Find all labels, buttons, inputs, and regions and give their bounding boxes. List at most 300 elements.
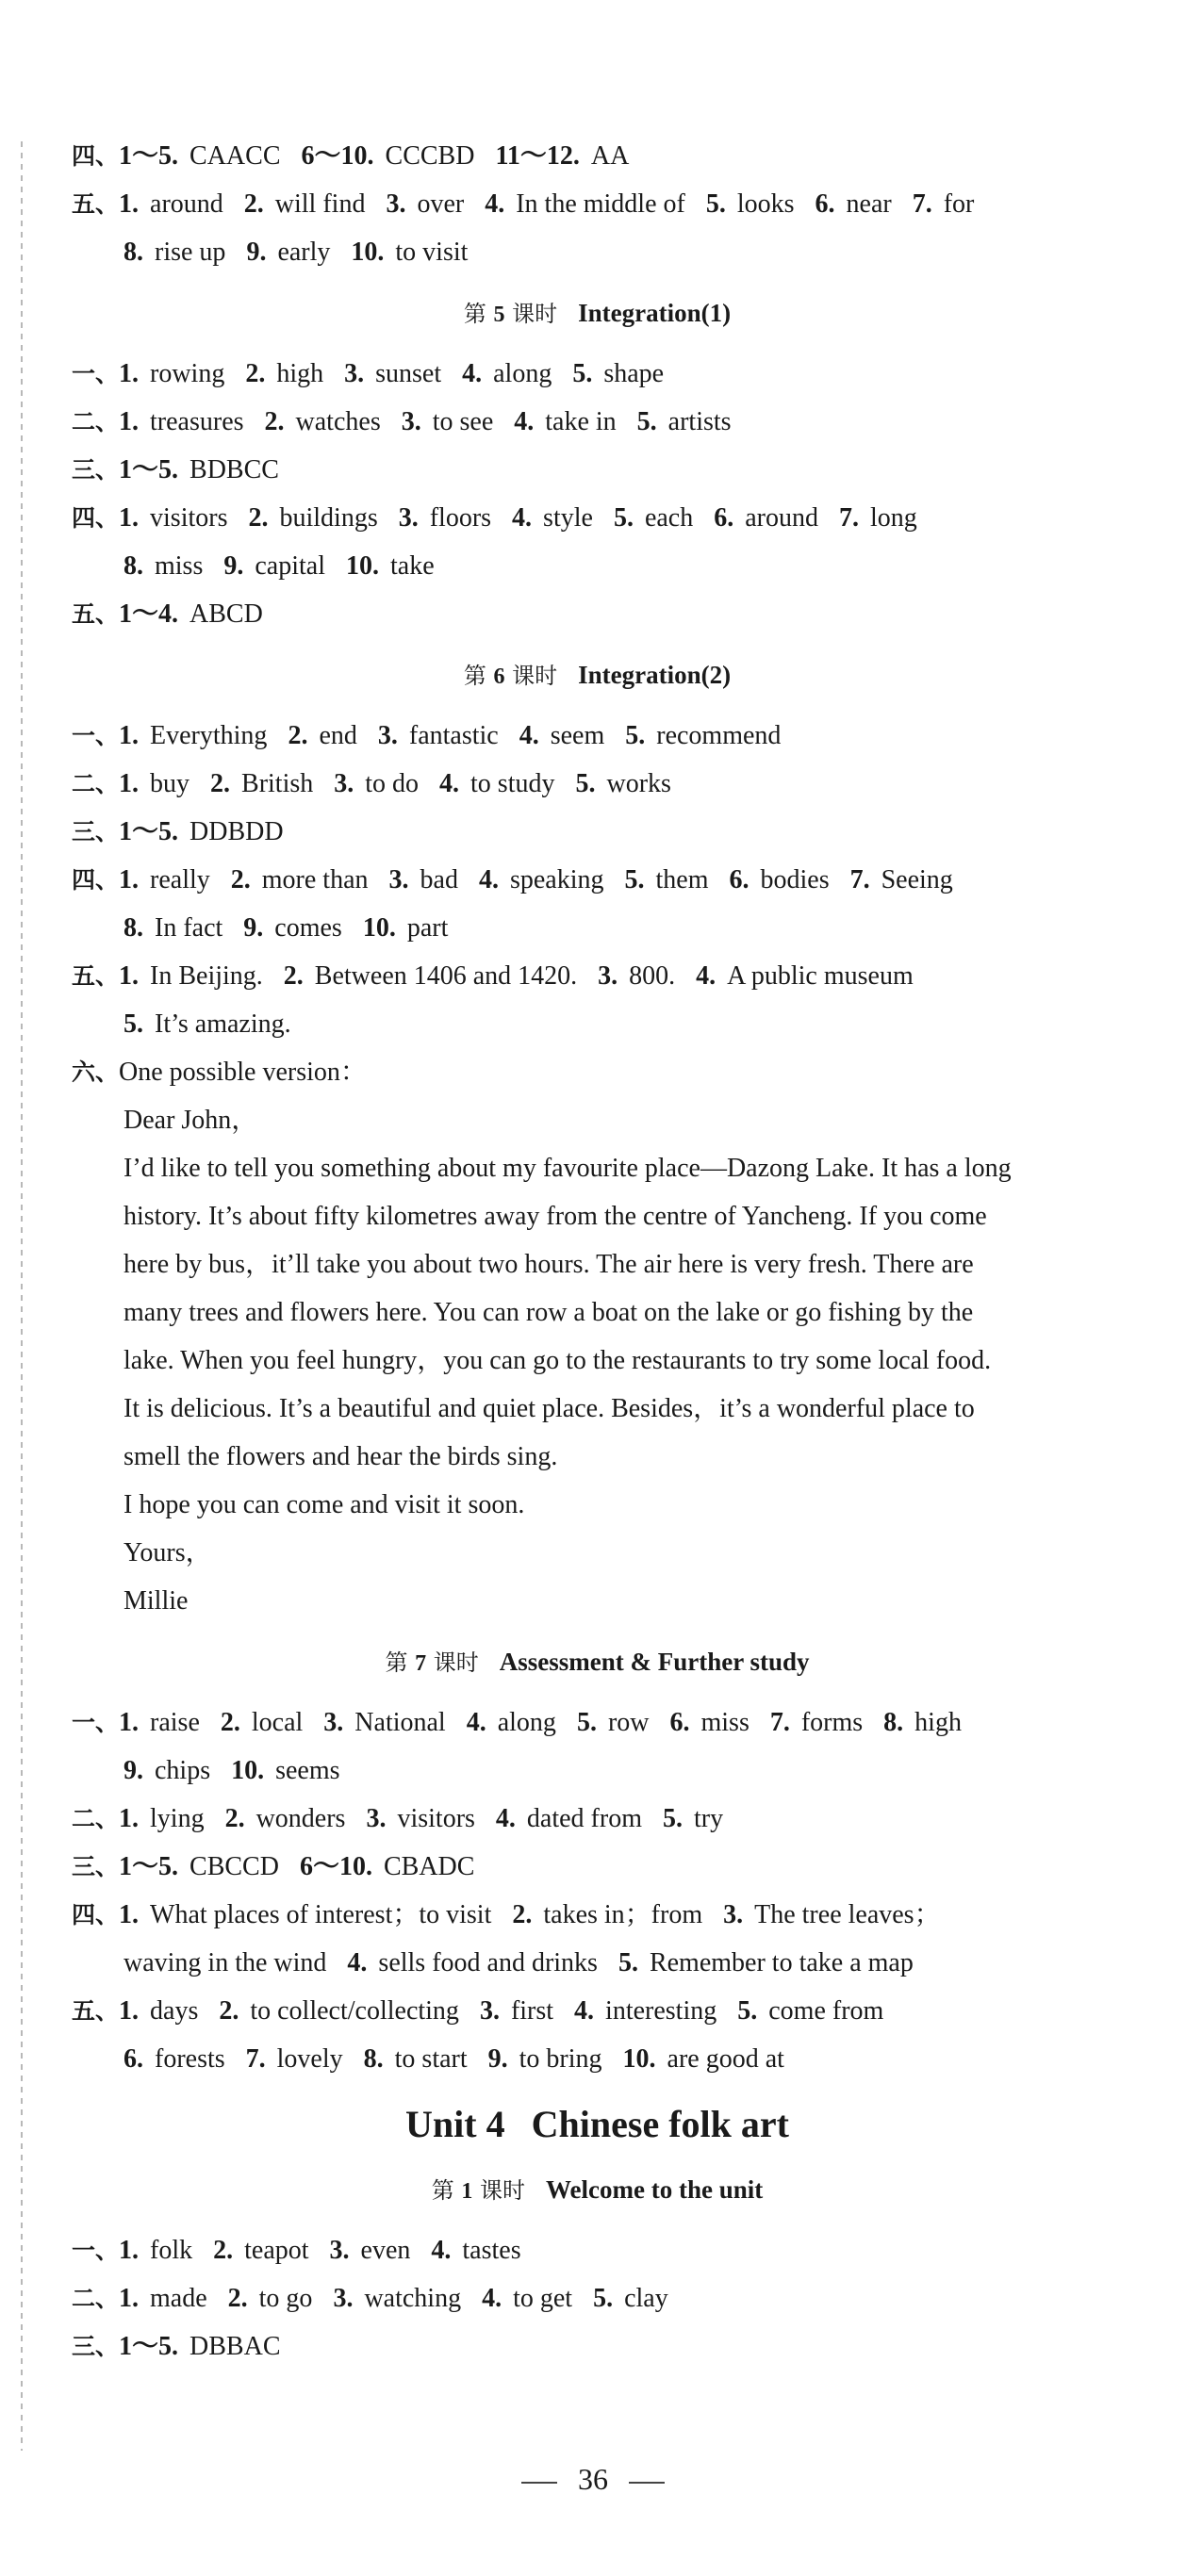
question-number: 4. — [478, 865, 499, 894]
question-number: 1. — [119, 865, 140, 894]
question-number: 5. — [636, 407, 657, 436]
section-label: 五、 — [72, 962, 120, 990]
answer-item — [246, 238, 330, 267]
question-number: 1. — [119, 359, 140, 388]
section-label: 二、 — [72, 408, 120, 435]
question-number: 10. — [351, 238, 385, 267]
section-label: 五、 — [72, 1997, 120, 2025]
question-number: 8. — [363, 2044, 384, 2074]
answer-text: bodies — [760, 865, 830, 894]
answer-text: fantastic — [408, 721, 499, 750]
answer-line — [72, 1747, 1123, 1795]
question-number: 7. — [769, 1708, 790, 1737]
answer-line — [72, 494, 1123, 542]
answer-item — [386, 189, 464, 219]
answer-text: capital — [255, 551, 325, 581]
answer-text: them — [655, 865, 709, 894]
question-number: 2. — [219, 1996, 239, 2026]
answer-text: along — [493, 359, 552, 388]
answer-item — [244, 189, 366, 219]
answer-item — [574, 1996, 717, 2026]
question-number: 1～5. — [119, 1852, 179, 1881]
answer-item — [288, 721, 356, 750]
answer-item — [431, 2236, 520, 2265]
answer-text: works — [606, 769, 671, 798]
answer-text: for — [943, 189, 975, 219]
answer-text: shape — [603, 359, 665, 388]
answer-text: takes in；from — [543, 1900, 703, 1929]
answer-line — [72, 1987, 1123, 2035]
section-label: 二、 — [72, 2285, 120, 2312]
answer-item — [119, 1804, 205, 1833]
section-label: 四、 — [72, 866, 120, 894]
question-number: 4. — [519, 721, 539, 750]
answer-item — [124, 551, 203, 581]
question-number: 5. — [737, 1996, 758, 2026]
answer-text: row — [607, 1708, 650, 1737]
answer-item — [514, 407, 616, 436]
answer-item — [363, 913, 449, 943]
essay-line: here by bus，it’ll take you about two hours. The air here is very fresh. There are — [124, 1250, 974, 1279]
page-binding-edge — [21, 141, 23, 2451]
answer-text: miss — [700, 1708, 749, 1737]
section-label: 三、 — [72, 2333, 120, 2360]
answer-text: made — [150, 2284, 207, 2313]
question-number: 2. — [512, 1900, 533, 1929]
answer-line — [72, 542, 1123, 590]
answer-text: Seeing — [881, 865, 953, 894]
answer-item — [770, 1708, 863, 1737]
question-number: 1. — [119, 1804, 140, 1833]
question-number: 3. — [723, 1900, 744, 1929]
question-number: 8. — [124, 551, 143, 581]
answer-text: 800. — [629, 961, 676, 991]
answer-text: waving in the wind — [124, 1948, 327, 1977]
answer-line — [72, 1795, 1123, 1843]
answer-text: to start — [394, 2044, 468, 2074]
lesson-6-answers — [72, 712, 1123, 1048]
answer-item — [488, 2044, 602, 2074]
question-number: 3. — [334, 769, 354, 798]
answer-text: DBBAC — [189, 2332, 281, 2361]
essay-body — [124, 1144, 1123, 1529]
question-number: 6. — [669, 1708, 690, 1737]
question-number: 4. — [439, 769, 460, 798]
answer-text: visitors — [397, 1804, 475, 1833]
answer-line — [72, 132, 1123, 180]
answer-text: seems — [275, 1756, 340, 1785]
answer-item — [119, 1852, 279, 1881]
answer-text: recommend — [656, 721, 782, 750]
question-number: 4. — [466, 1708, 486, 1737]
section-label: 四、 — [72, 142, 120, 170]
answer-text: really — [150, 865, 210, 894]
answer-item — [572, 359, 664, 388]
essay-intro-line: 六、One possible version： — [72, 1058, 367, 1087]
answer-text: miss — [155, 551, 204, 581]
section-label: 四、 — [72, 1901, 120, 1928]
question-number: 5. — [625, 721, 646, 750]
answer-text: early — [277, 238, 331, 267]
answer-item — [300, 1852, 474, 1881]
answer-text: over — [417, 189, 465, 219]
question-number: 10. — [362, 913, 396, 943]
answer-line — [72, 1698, 1123, 1747]
question-number: 2. — [245, 359, 266, 388]
answer-item — [439, 769, 554, 798]
answer-text: to do — [365, 769, 420, 798]
question-number: 5. — [618, 1948, 638, 1977]
answer-item — [637, 407, 732, 436]
question-number: 3. — [366, 1804, 387, 1833]
answer-item — [124, 1948, 326, 1977]
answer-item — [225, 1804, 346, 1833]
answer-text: end — [319, 721, 357, 750]
answer-item — [625, 721, 781, 750]
question-number: 9. — [487, 2044, 508, 2074]
section-label: 五、 — [72, 600, 120, 628]
question-number: 2. — [224, 1804, 245, 1833]
answer-text: CBCCD — [189, 1852, 279, 1881]
answer-item — [485, 189, 685, 219]
lesson-7-answers — [72, 1698, 1123, 2083]
answer-item — [389, 865, 458, 894]
unit-4-title: Unit 4 Chinese folk art — [405, 2103, 789, 2145]
essay-line: lake. When you feel hungry，you can go to the restaurants to try some local food. — [124, 1346, 992, 1375]
answer-text: wonders — [255, 1804, 346, 1833]
answer-text: will find — [274, 189, 366, 219]
answer-item — [402, 407, 494, 436]
answer-text: to bring — [519, 2044, 602, 2074]
answer-text: to study — [470, 769, 555, 798]
answer-text: lovely — [276, 2044, 343, 2074]
answer-text: take — [389, 551, 435, 581]
question-number: 1～5. — [119, 141, 179, 171]
question-number: 1. — [119, 2236, 140, 2265]
question-number: 2. — [248, 503, 269, 533]
question-number: 3. — [377, 721, 398, 750]
question-number: 6. — [815, 189, 835, 219]
question-number: 4. — [431, 2236, 452, 2265]
answer-text: DDBDD — [189, 817, 284, 846]
answer-item — [213, 2236, 308, 2265]
question-number: 1. — [119, 769, 140, 798]
answer-item — [221, 1708, 303, 1737]
question-number: 4. — [495, 1804, 516, 1833]
answer-text: chips — [155, 1756, 211, 1785]
answer-line — [72, 2274, 1123, 2322]
answer-item — [378, 721, 499, 750]
answer-text: floors — [429, 503, 492, 533]
unit-4-lesson-1-heading: 第 1 课时 Welcome to the unit — [431, 2175, 764, 2204]
question-number: 8. — [124, 238, 143, 267]
answer-item — [623, 2044, 784, 2074]
question-number: 4. — [574, 1996, 595, 2026]
question-number: 2. — [213, 2236, 234, 2265]
answer-item — [223, 551, 325, 581]
answer-line — [72, 350, 1123, 398]
answer-item — [119, 189, 223, 219]
answer-line — [72, 2035, 1123, 2083]
answer-text: each — [644, 503, 694, 533]
answer-text: buy — [150, 769, 190, 798]
answer-text: along — [497, 1708, 556, 1737]
answer-text: National — [354, 1708, 446, 1737]
question-number: 8. — [883, 1708, 904, 1737]
question-number: 5. — [705, 189, 726, 219]
answer-item — [333, 2284, 461, 2313]
answer-text: rise up — [155, 238, 226, 267]
answer-text: treasures — [150, 407, 244, 436]
section-label: 一、 — [72, 1709, 120, 1736]
essay-line: smell the flowers and hear the birds sing. — [124, 1442, 558, 1471]
answer-item — [119, 865, 210, 894]
question-number: 1～5. — [119, 2332, 179, 2361]
question-number: 3. — [323, 1708, 344, 1737]
answer-item — [714, 503, 818, 533]
question-number: 5. — [575, 769, 596, 798]
answer-item — [119, 2284, 207, 2313]
answer-text: watching — [364, 2284, 462, 2313]
answer-text: Remember to take a map — [649, 1948, 914, 1977]
answer-text: In fact — [155, 913, 223, 943]
answer-item — [624, 865, 708, 894]
answer-line — [72, 1000, 1123, 1048]
question-number: 3. — [398, 503, 419, 533]
question-number: 7. — [839, 503, 859, 533]
question-number: 2. — [230, 865, 251, 894]
answer-item — [231, 1756, 339, 1785]
question-number: 2. — [210, 769, 231, 798]
answer-text: around — [150, 189, 223, 219]
question-number: 6. — [729, 865, 749, 894]
answer-item — [124, 1756, 210, 1785]
answer-item — [119, 359, 224, 388]
answer-item — [124, 238, 225, 267]
section-label: 一、 — [72, 722, 120, 749]
answer-item — [119, 141, 280, 171]
answer-text: forests — [155, 2044, 225, 2074]
answer-text: to go — [258, 2284, 313, 2313]
answer-text: first — [510, 1996, 554, 2026]
question-number: 4. — [347, 1948, 368, 1977]
answer-line — [72, 856, 1123, 904]
answer-text: tastes — [462, 2236, 521, 2265]
answer-item — [706, 189, 795, 219]
question-number: 2. — [283, 961, 304, 991]
question-number: 6～10. — [301, 141, 374, 171]
answer-item — [334, 769, 419, 798]
question-number: 2. — [288, 721, 308, 750]
answer-text: comes — [274, 913, 342, 943]
answer-text: lying — [150, 1804, 205, 1833]
sample-essay — [72, 1096, 1123, 1625]
section-label: 三、 — [72, 818, 120, 845]
answer-item — [124, 2044, 225, 2074]
answer-item — [347, 1948, 598, 1977]
question-number: 11～12. — [495, 141, 580, 171]
question-number: 7. — [245, 2044, 266, 2074]
answer-text: high — [276, 359, 324, 388]
question-number: 2. — [220, 1708, 240, 1737]
answer-item — [723, 1900, 940, 1929]
answer-item — [248, 503, 377, 533]
answer-text: sells food and drinks — [378, 1948, 598, 1977]
essay-line: many trees and flowers here. You can row a boat on the lake or go fishing by the — [124, 1298, 974, 1327]
question-number: 5. — [613, 503, 634, 533]
answer-line — [72, 2322, 1123, 2371]
answer-item — [512, 503, 593, 533]
answer-text: Between 1406 and 1420. — [314, 961, 578, 991]
answer-item — [119, 961, 263, 991]
section-label: 一、 — [72, 360, 120, 387]
answer-key-content — [72, 132, 1123, 2371]
answer-line — [72, 446, 1123, 494]
question-number: 7. — [912, 189, 932, 219]
answer-text: A public museum — [727, 961, 914, 991]
answer-text: CAACC — [189, 141, 281, 171]
answer-text: local — [251, 1708, 304, 1737]
answer-item — [284, 961, 577, 991]
answer-item — [462, 359, 552, 388]
answer-line — [72, 1891, 1123, 1939]
lesson-5-answers — [72, 350, 1123, 638]
answer-item — [512, 1900, 702, 1929]
answer-item — [576, 769, 671, 798]
answer-item — [219, 1996, 459, 2026]
answer-text: teapot — [244, 2236, 309, 2265]
answer-item — [883, 1708, 962, 1737]
answer-text: CBADC — [383, 1852, 475, 1881]
answer-item — [696, 961, 914, 991]
answer-text: In Beijing. — [150, 961, 263, 991]
answer-item — [495, 141, 629, 171]
answer-line — [72, 808, 1123, 856]
question-number: 1. — [119, 2284, 140, 2313]
answer-text: come from — [768, 1996, 884, 2026]
question-number: 6. — [124, 2044, 143, 2074]
answer-text: around — [745, 503, 818, 533]
question-number: 1. — [119, 189, 140, 219]
answer-text: to visit — [395, 238, 469, 267]
essay-closing: Yours， — [124, 1538, 212, 1567]
lesson-6-heading: 第 6 课时 Integration(2) — [463, 661, 732, 689]
essay-line: history. It’s about fifty kilometres away from the centre of Yancheng. If you come — [124, 1202, 987, 1231]
question-number: 1～4. — [119, 599, 179, 629]
essay-line: I’d like to tell you something about my favourite place—Dazong Lake. It has a long — [124, 1154, 1012, 1183]
question-number: 1. — [119, 1900, 140, 1929]
answer-line — [72, 228, 1123, 276]
answer-item — [663, 1804, 723, 1833]
answer-item — [737, 1996, 883, 2026]
question-number: 3. — [386, 189, 406, 219]
answer-item — [815, 189, 892, 219]
answer-line — [72, 1843, 1123, 1891]
question-number: 5. — [624, 865, 645, 894]
question-number: 1. — [119, 503, 140, 533]
answer-line — [72, 712, 1123, 760]
unit-4-lesson-1-answers — [72, 2226, 1123, 2371]
answer-item — [593, 2284, 668, 2313]
answer-text: folk — [150, 2236, 193, 2265]
question-number: 1. — [119, 1996, 140, 2026]
answer-item — [366, 1804, 474, 1833]
section-label: 二、 — [72, 770, 120, 797]
answer-item — [482, 2284, 572, 2313]
answer-text: near — [846, 189, 892, 219]
question-number: 5. — [124, 1009, 143, 1039]
answer-text: style — [543, 503, 593, 533]
answer-line — [72, 180, 1123, 228]
answer-text: high — [914, 1708, 962, 1737]
answer-item — [598, 961, 675, 991]
section-label: 一、 — [72, 2237, 120, 2264]
answer-text: dated from — [526, 1804, 642, 1833]
question-number: 6～10. — [299, 1852, 372, 1881]
answer-item — [913, 189, 975, 219]
answer-item — [669, 1708, 749, 1737]
answer-text: ABCD — [189, 599, 263, 629]
question-number: 9. — [246, 238, 267, 267]
answer-text: to get — [513, 2284, 573, 2313]
answer-item — [480, 1996, 553, 2026]
question-number: 4. — [512, 503, 533, 533]
answer-item — [479, 865, 604, 894]
answer-text: to collect/collecting — [250, 1996, 459, 2026]
answer-item — [119, 1900, 491, 1929]
section-label: 三、 — [72, 1853, 120, 1880]
question-number: 1～5. — [119, 455, 179, 484]
question-number: 5. — [662, 1804, 683, 1833]
question-number: 1～5. — [119, 817, 179, 846]
question-number: 10. — [231, 1756, 265, 1785]
answer-text: CCCBD — [385, 141, 475, 171]
answer-text: take in — [545, 407, 617, 436]
answer-text: It’s amazing. — [155, 1009, 291, 1039]
answer-text: The tree leaves； — [754, 1900, 941, 1929]
answer-text: raise — [150, 1708, 200, 1737]
footer-dash-left — [521, 2482, 557, 2484]
lesson-7-heading: 第 7 课时 Assessment & Further study — [385, 1648, 810, 1676]
answer-text: artists — [667, 407, 732, 436]
answer-item — [519, 721, 605, 750]
question-number: 3. — [598, 961, 618, 991]
question-number: 10. — [345, 551, 379, 581]
answer-text: In the middle of — [516, 189, 685, 219]
answer-text: even — [360, 2236, 411, 2265]
answer-item — [228, 2284, 313, 2313]
answer-item — [729, 865, 829, 894]
answer-item — [231, 865, 369, 894]
answer-item — [577, 1708, 650, 1737]
answer-line — [72, 398, 1123, 446]
page-number: 36 — [578, 2462, 608, 2496]
answer-item — [496, 1804, 642, 1833]
question-number: 8. — [124, 913, 143, 943]
answer-text: bad — [420, 865, 458, 894]
question-number: 4. — [696, 961, 717, 991]
answer-line — [72, 1939, 1123, 1987]
answer-text: seem — [550, 721, 605, 750]
answer-text: What places of interest；to visit — [150, 1900, 492, 1929]
answer-line — [72, 952, 1123, 1000]
question-number: 5. — [593, 2284, 614, 2313]
answer-text: speaking — [509, 865, 604, 894]
answer-text: more than — [261, 865, 369, 894]
answer-item — [618, 1948, 914, 1977]
answer-item — [119, 407, 244, 436]
essay-greeting: Dear John， — [124, 1106, 258, 1135]
